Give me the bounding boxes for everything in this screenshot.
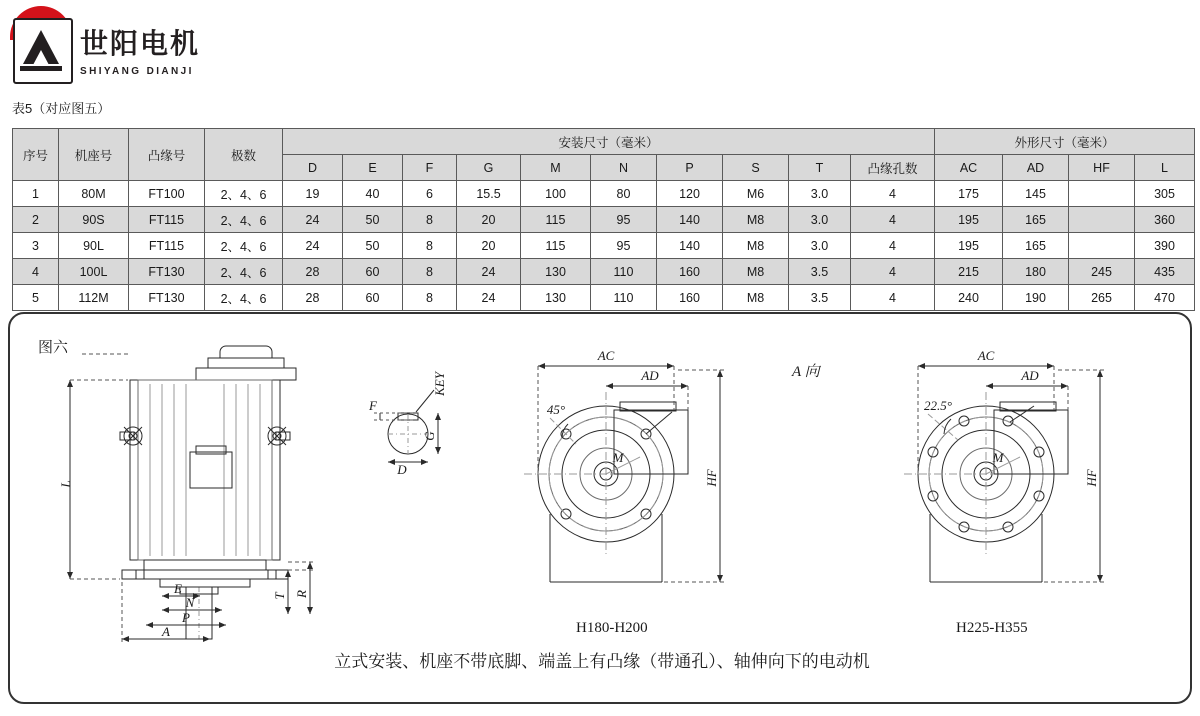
- table-body: [13, 181, 1195, 311]
- cell: 3: [13, 233, 59, 259]
- cell: 195: [935, 233, 1003, 259]
- cell: 95: [591, 233, 657, 259]
- cell: 3.0: [789, 207, 851, 233]
- model-label-left: H180-H200: [576, 620, 648, 636]
- cell: 50: [343, 233, 403, 259]
- col-header-frame: 机座号: [59, 129, 129, 181]
- cell: M6: [723, 181, 789, 207]
- cell: 175: [935, 181, 1003, 207]
- cell: 95: [591, 207, 657, 233]
- specification-table: [12, 128, 1195, 311]
- group-header-install-dims: 安装尺寸（毫米）: [283, 129, 935, 155]
- cell: 4: [851, 259, 935, 285]
- cell: 60: [343, 285, 403, 311]
- cell: 110: [591, 285, 657, 311]
- drawing-panel: [8, 312, 1192, 704]
- cell: FT130: [129, 285, 205, 311]
- cell: 90S: [59, 207, 129, 233]
- cell: 19: [283, 181, 343, 207]
- cell: FT115: [129, 207, 205, 233]
- brand-name-en: SHIYANG DIANJI: [80, 66, 194, 77]
- cell: [1069, 207, 1135, 233]
- col-header-L: L: [1135, 155, 1195, 181]
- cell: 8: [403, 285, 457, 311]
- cell: 24: [457, 259, 521, 285]
- table-row: [13, 285, 1195, 311]
- cell: 4: [851, 207, 935, 233]
- brand-logo: [10, 6, 200, 84]
- cell: M8: [723, 207, 789, 233]
- cell: 4: [851, 233, 935, 259]
- cell: 3.5: [789, 259, 851, 285]
- cell: FT100: [129, 181, 205, 207]
- cell: 90L: [59, 233, 129, 259]
- col-header-P: P: [657, 155, 723, 181]
- cell: 115: [521, 233, 591, 259]
- dim-label-AD-left: AD: [641, 368, 659, 383]
- technical-drawing: [10, 314, 1190, 644]
- cell: 80M: [59, 181, 129, 207]
- cell: 2、4、6: [205, 207, 283, 233]
- dim-label-M-right: M: [992, 450, 1004, 465]
- cell: 305: [1135, 181, 1195, 207]
- col-header-AD: AD: [1003, 155, 1069, 181]
- table-row: [13, 181, 1195, 207]
- dim-label-P: P: [182, 610, 190, 625]
- cell: 180: [1003, 259, 1069, 285]
- cell: 145: [1003, 181, 1069, 207]
- cell: 435: [1135, 259, 1195, 285]
- cell: FT130: [129, 259, 205, 285]
- cell: 245: [1069, 259, 1135, 285]
- cell: 140: [657, 233, 723, 259]
- dim-label-angle-right: 22.5°: [924, 398, 952, 413]
- dim-label-HF-left: HF: [704, 469, 719, 487]
- table-row: [13, 207, 1195, 233]
- col-header-G: G: [457, 155, 521, 181]
- table-group-header-row: [13, 129, 1195, 155]
- cell: 1: [13, 181, 59, 207]
- cell: FT115: [129, 233, 205, 259]
- cell: 6: [403, 181, 457, 207]
- cell: 160: [657, 259, 723, 285]
- dim-label-AD-right: AD: [1021, 368, 1039, 383]
- cell: 20: [457, 233, 521, 259]
- cell: 360: [1135, 207, 1195, 233]
- cell: 165: [1003, 233, 1069, 259]
- cell: [1069, 181, 1135, 207]
- dim-label-G: G: [422, 431, 437, 441]
- col-header-index: 序号: [13, 129, 59, 181]
- cell: 215: [935, 259, 1003, 285]
- cell: 4: [13, 259, 59, 285]
- figure-label: 图六: [38, 339, 69, 356]
- col-header-poles: 极数: [205, 129, 283, 181]
- col-header-HF: HF: [1069, 155, 1135, 181]
- cell: 190: [1003, 285, 1069, 311]
- cell: 2、4、6: [205, 259, 283, 285]
- table-row: [13, 259, 1195, 285]
- col-header-AC: AC: [935, 155, 1003, 181]
- cell: M8: [723, 233, 789, 259]
- dim-label-M-left: M: [612, 450, 624, 465]
- view-direction-label: A 向: [792, 364, 820, 380]
- cell: 3.0: [789, 233, 851, 259]
- cell: 40: [343, 181, 403, 207]
- table-row: [13, 233, 1195, 259]
- drawing-caption: 立式安装、机座不带底脚、端盖上有凸缘（带通孔）、轴伸向下的电动机: [334, 652, 870, 671]
- brand-text: [80, 6, 200, 77]
- col-header-S: S: [723, 155, 789, 181]
- cell: 115: [521, 207, 591, 233]
- group-header-outline-dims: 外形尺寸（毫米）: [935, 129, 1195, 155]
- cell: 28: [283, 259, 343, 285]
- dim-label-AC-left: AC: [597, 348, 615, 363]
- cell: 120: [657, 181, 723, 207]
- dim-label-HF-right: HF: [1084, 469, 1099, 487]
- page-header: [0, 0, 1200, 92]
- col-header-N: N: [591, 155, 657, 181]
- cell: 50: [343, 207, 403, 233]
- cell: 112M: [59, 285, 129, 311]
- cell: [1069, 233, 1135, 259]
- cell: 140: [657, 207, 723, 233]
- dim-label-F: F: [369, 398, 377, 413]
- table-caption: 表5（对应图五）: [12, 101, 111, 116]
- cell: 15.5: [457, 181, 521, 207]
- cell: 390: [1135, 233, 1195, 259]
- dim-label-D: D: [397, 462, 407, 477]
- cell: 160: [657, 285, 723, 311]
- cell: 2、4、6: [205, 181, 283, 207]
- dim-label-AC-right: AC: [977, 348, 995, 363]
- dim-label-N: N: [185, 595, 195, 610]
- cell: 8: [403, 259, 457, 285]
- col-header-M: M: [521, 155, 591, 181]
- logo-shield-icon: [10, 6, 72, 84]
- dim-label-T: T: [272, 592, 287, 600]
- dim-label-angle-left: 45°: [546, 402, 566, 417]
- col-header-D: D: [283, 155, 343, 181]
- cell: 60: [343, 259, 403, 285]
- cell: 2: [13, 207, 59, 233]
- cell: 2、4、6: [205, 285, 283, 311]
- col-header-flange: 凸缘号: [129, 129, 205, 181]
- dim-label-A: A: [162, 624, 170, 639]
- cell: 24: [283, 207, 343, 233]
- cell: M8: [723, 259, 789, 285]
- cell: 195: [935, 207, 1003, 233]
- dim-label-E: E: [174, 581, 182, 596]
- dim-label-key: KEY: [432, 372, 447, 396]
- cell: 8: [403, 233, 457, 259]
- cell: 110: [591, 259, 657, 285]
- cell: 165: [1003, 207, 1069, 233]
- cell: 2、4、6: [205, 233, 283, 259]
- cell: 5: [13, 285, 59, 311]
- cell: 24: [457, 285, 521, 311]
- cell: 265: [1069, 285, 1135, 311]
- cell: 20: [457, 207, 521, 233]
- cell: 3.0: [789, 181, 851, 207]
- cell: 24: [283, 233, 343, 259]
- model-label-right: H225-H355: [956, 620, 1028, 636]
- cell: 8: [403, 207, 457, 233]
- cell: 4: [851, 285, 935, 311]
- dim-label-L: L: [58, 480, 73, 488]
- cell: 100L: [59, 259, 129, 285]
- cell: 130: [521, 285, 591, 311]
- cell: 240: [935, 285, 1003, 311]
- cell: 4: [851, 181, 935, 207]
- cell: 130: [521, 259, 591, 285]
- cell: M8: [723, 285, 789, 311]
- col-header-T: T: [789, 155, 851, 181]
- cell: 3.5: [789, 285, 851, 311]
- cell: 470: [1135, 285, 1195, 311]
- cell: 80: [591, 181, 657, 207]
- cell: 28: [283, 285, 343, 311]
- cell: 100: [521, 181, 591, 207]
- dim-label-R: R: [294, 590, 309, 598]
- col-header-F: F: [403, 155, 457, 181]
- col-header-E: E: [343, 155, 403, 181]
- col-header-flange-holes: 凸缘孔数: [851, 155, 935, 181]
- brand-name-cn: 世阳电机: [80, 29, 201, 60]
